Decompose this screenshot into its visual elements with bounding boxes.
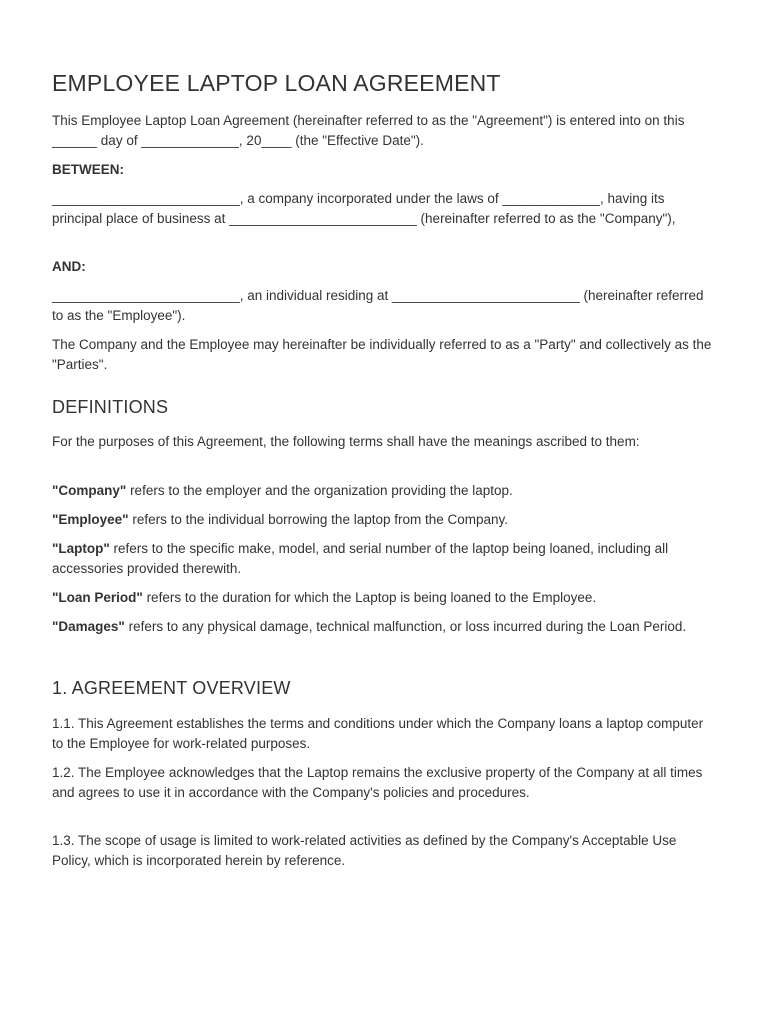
intro-paragraph: This Employee Laptop Loan Agreement (hereinafter referred to as the "Agreement") is entered into on this ______ day of _____________, 20____ (the "Effective Date"). xyxy=(52,113,685,148)
definition-term: "Loan Period" xyxy=(52,590,143,605)
definition-term: "Damages" xyxy=(52,619,125,634)
definition-term: "Company" xyxy=(52,483,127,498)
definition-item xyxy=(52,481,712,501)
definition-item xyxy=(52,510,712,530)
overview-clause: 1.3. The scope of usage is limited to work-related activities as defined by the Company's Acceptable Use Policy, which is incorporated herein by reference. xyxy=(52,833,677,868)
overview-clause: 1.1. This Agreement establishes the terms and conditions under which the Company loans a laptop computer to the Employee for work-related purposes. xyxy=(52,716,704,751)
definition-term: "Laptop" xyxy=(52,541,110,556)
definition-text: refers to any physical damage, technical malfunction, or loss incurred during the Loan Period. xyxy=(124,619,687,634)
definition-text: refers to the duration for which the Laptop is being loaned to the Employee. xyxy=(142,590,597,605)
employee-party-paragraph: _________________________, an individual residing at _________________________ (hereinafter referred to as the "Employee"). xyxy=(52,288,704,323)
parties-note-paragraph: The Company and the Employee may hereinafter be individually referred to as a "Party" and collectively as the "Parties". xyxy=(52,337,712,372)
definition-text: refers to the individual borrowing the laptop from the Company. xyxy=(128,512,509,527)
definitions-intro: For the purposes of this Agreement, the following terms shall have the meanings ascribed to them: xyxy=(52,434,640,449)
definitions-heading: DEFINITIONS xyxy=(52,397,169,417)
company-party-paragraph: _________________________, a company incorporated under the laws of _____________, having its principal place of business at _________________________ (hereinafter referred to as the "Company"), xyxy=(52,191,676,226)
overview-clause: 1.2. The Employee acknowledges that the Laptop remains the exclusive property of the Company at all times and agrees to use it in accordance with the Company's policies and procedures. xyxy=(52,765,703,800)
definition-text: refers to the employer and the organization providing the laptop. xyxy=(126,483,513,498)
between-label: BETWEEN: xyxy=(52,162,124,177)
definition-text: refers to the specific make, model, and serial number of the laptop being loaned, including all accessories provided therewith. xyxy=(52,541,669,576)
definition-item xyxy=(52,617,712,637)
definition-item xyxy=(52,588,712,608)
document-title: EMPLOYEE LAPTOP LOAN AGREEMENT xyxy=(52,70,501,96)
and-label: AND: xyxy=(52,259,86,274)
definition-term: "Employee" xyxy=(52,512,129,527)
overview-heading: 1. AGREEMENT OVERVIEW xyxy=(52,678,291,698)
definition-item xyxy=(52,539,712,579)
